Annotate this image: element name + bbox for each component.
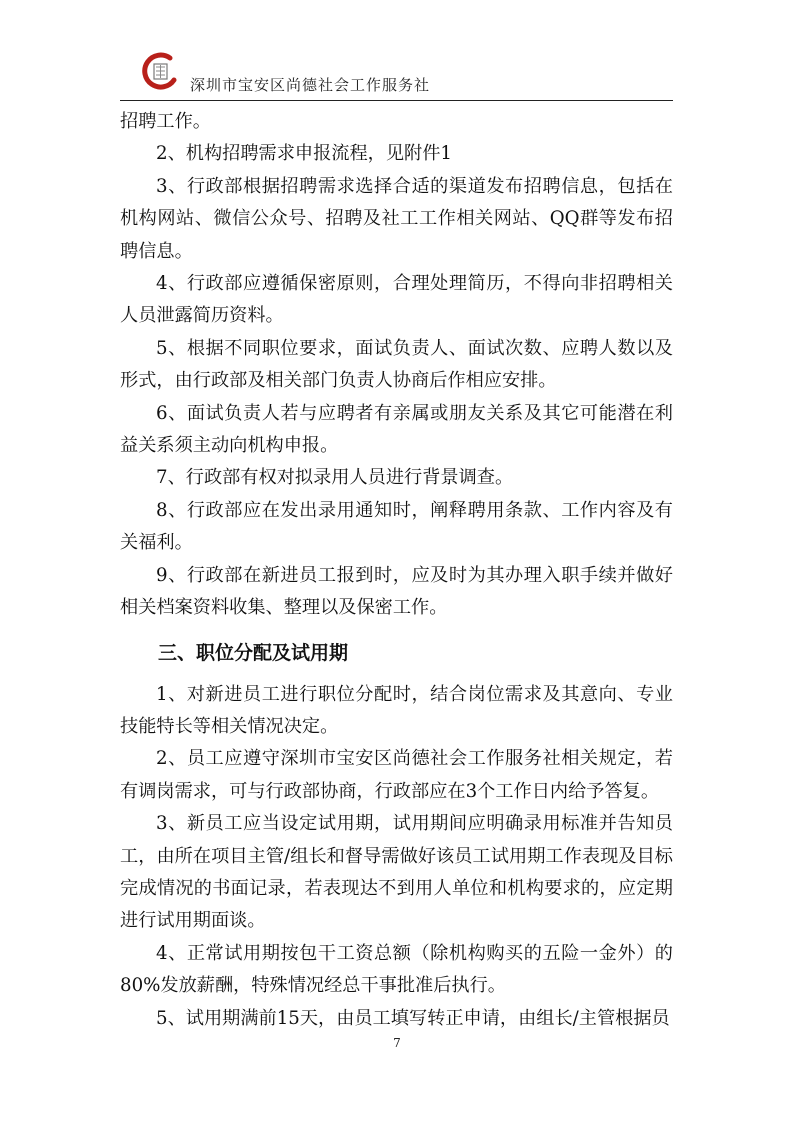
section-heading: 三、职位分配及试用期 xyxy=(158,641,349,664)
page-number: 7 xyxy=(393,1036,401,1050)
paragraph: 招聘工作。 xyxy=(120,111,211,132)
paragraph: 1、对新进员工进行职位分配时，结合岗位需求及其意向、专业技能特长等相关情况决定。 xyxy=(120,683,673,737)
page-header xyxy=(120,48,673,101)
paragraph: 4、正常试用期按包干工资总额（除机构购买的五险一金外）的80%发放薪酬，特殊情况经总干事批准后执行。 xyxy=(120,942,673,997)
document-body xyxy=(120,106,673,1035)
paragraph: 6、面试负责人若与应聘者有亲属或朋友关系及其它可能潜在利益关系须主动向机构申报。 xyxy=(120,402,673,457)
organization-name: 深圳市宝安区尚德社会工作服务社 xyxy=(190,76,431,94)
paragraph: 2、机构招聘需求申报流程，见附件1 xyxy=(156,143,452,165)
paragraph: 2、员工应遵守深圳市宝安区尚德社会工作服务社相关规定，若有调岗需求，可与行政部协商，行政部应在3个工作日内给予答复。 xyxy=(120,748,673,802)
paragraph: 4、行政部应遵循保密原则，合理处理简历，不得向非招聘相关人员泄露简历资料。 xyxy=(120,273,673,327)
paragraph: 3、新员工应当设定试用期，试用期间应明确录用标准并告知员工，由所在项目主管/组长和督导需做好该员工试用期工作表现及目标完成情况的书面记录，若表现达不到用人单位和机构要求的，应定期进行试用期面谈。 xyxy=(120,813,673,932)
seal-logo-icon xyxy=(140,52,180,92)
paragraph: 5、根据不同职位要求，面试负责人、面试次数、应聘人数以及形式，由行政部及相关部门负责人协商后作相应安排。 xyxy=(120,337,673,392)
paragraph: 9、行政部在新进员工报到时，应及时为其办理入职手续并做好相关档案资料收集、整理以及保密工作。 xyxy=(120,564,673,619)
paragraph: 8、行政部应在发出录用通知时，阐释聘用条款、工作内容及有关福利。 xyxy=(120,499,673,554)
paragraph: 5、试用期满前15天，由员工填写转正申请，由组长/主管根据员 xyxy=(156,1007,670,1029)
paragraph: 3、行政部根据招聘需求选择合适的渠道发布招聘信息，包括在机构网站、微信公众号、招聘及社工工作相关网站、QQ群等发布招聘信息。 xyxy=(120,175,673,262)
paragraph: 7、行政部有权对拟录用人员进行背景调查。 xyxy=(156,467,514,489)
